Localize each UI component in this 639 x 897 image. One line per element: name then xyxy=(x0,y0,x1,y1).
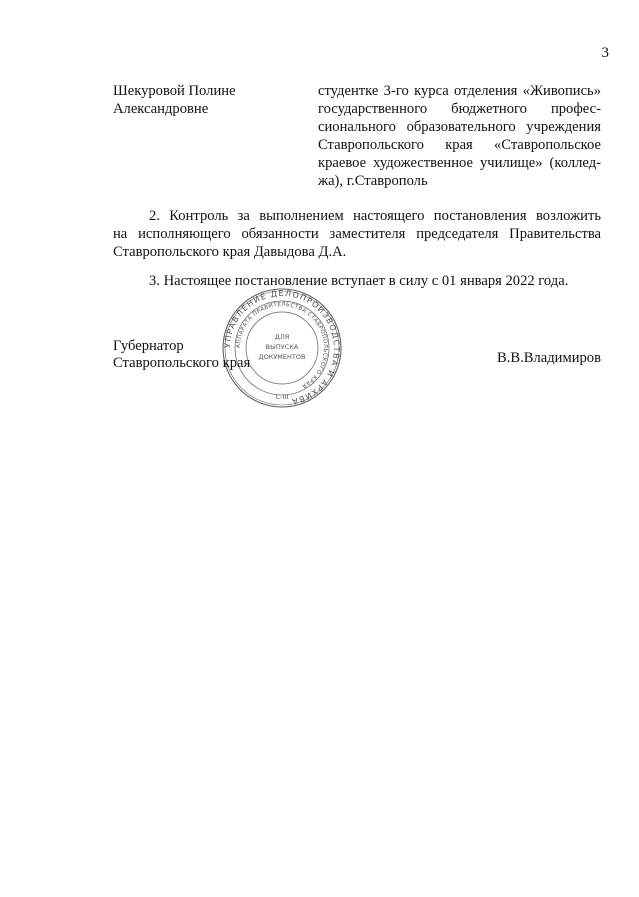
recipient-description-line: сионального образовательного учреждения xyxy=(318,119,601,135)
recipient-description-line: краевое художественное училище» (коллед- xyxy=(318,155,601,171)
stamp-inner-text: АППАРАТА ПРАВИТЕЛЬСТВА СТАВРОПОЛЬСКОГО КРАЯ xyxy=(235,301,329,389)
page-number: 3 xyxy=(601,45,609,61)
stamp-center-line: ДОКУМЕНТОВ xyxy=(258,353,306,361)
recipient-description-line: Ставропольского края «Ставропольское xyxy=(318,137,601,153)
recipient-description xyxy=(318,82,601,190)
clause-3 xyxy=(113,272,601,290)
signer-title xyxy=(113,338,250,372)
stamp-code: С-III xyxy=(275,393,289,401)
signer-title-line: Губернатор xyxy=(113,338,184,354)
stamp-center-line: ВЫПУСКА xyxy=(265,343,299,351)
clause-2 xyxy=(113,207,601,261)
stamp-outer-text: УПРАВЛЕНИЕ ДЕЛОПРОИЗВОДСТВА И АРХИВА xyxy=(222,288,342,407)
clause-line: Ставропольского края Давыдова Д.А. xyxy=(113,244,347,260)
signature-block xyxy=(113,338,601,378)
stamp-center-line: ДЛЯ xyxy=(274,333,290,341)
recipient-description-line: студентке 3-го курса отделения «Живопись» xyxy=(318,83,601,99)
recipient-name-line: Шекуровой Полине xyxy=(113,83,236,99)
clause-line: 3. Настоящее постановление вступает в силу с 01 января 2022 года. xyxy=(149,273,569,289)
clause-line: 2. Контроль за выполнением настоящего постановления возложить xyxy=(149,208,601,224)
signer-name: В.В.Владимиров xyxy=(496,350,601,366)
recipient-description-line: государственного бюджетного профес- xyxy=(318,101,601,117)
recipient-name-line: Александровне xyxy=(113,101,209,117)
recipient-name xyxy=(113,82,303,118)
recipient-description-line: жа), г.Ставрополь xyxy=(318,173,428,189)
signer-title-line: Ставропольского края xyxy=(113,355,251,371)
clause-line: на исполняющего обязанности заместителя председателя Правительства xyxy=(113,226,601,242)
